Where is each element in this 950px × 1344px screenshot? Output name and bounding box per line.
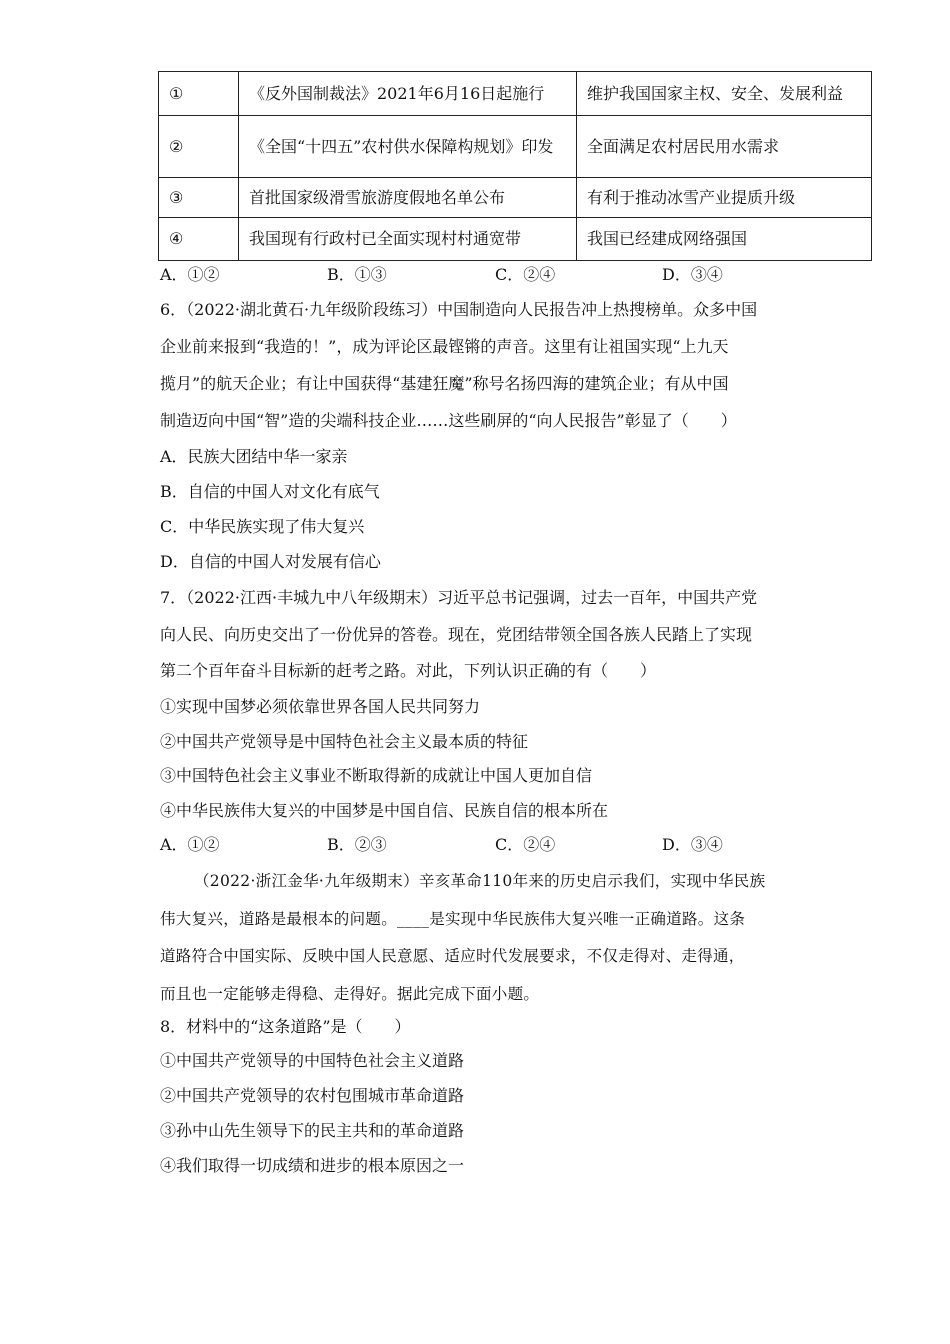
option-d[interactable]: D．③④ — [662, 835, 723, 854]
q7-item: ①实现中国梦必须依靠世界各国人民共同努力 — [160, 697, 481, 716]
meaning-cell: 我国已经建成网络强国 — [577, 218, 872, 261]
option-b[interactable]: B．①③ — [327, 265, 387, 284]
event-cell: 我国现有行政村已全面实现村村通宽带 — [239, 218, 577, 261]
table-row — [159, 218, 872, 261]
material-line: 道路符合中国实际、反映中国人民意愿、适应时代发展要求，不仅走得对、走得通， — [160, 947, 745, 965]
q7-stem-line: 向人民、向历史交出了一份优异的答卷。现在，党团结带领全国各族人民踏上了实现 — [160, 625, 753, 644]
q6-stem-line: 6．（2022·湖北黄石·九年级阶段练习）中国制造向人民报告冲上热搜榜单。众多中国 — [160, 300, 758, 319]
q7-stem-line: 第二个百年奋斗目标新的赶考之路。对此，下列认识正确的有（ ） — [160, 661, 657, 680]
event-cell: 《全国“十四五”农村供水保障构规划》印发 — [239, 116, 577, 178]
table-row — [159, 116, 872, 178]
material-line: 而且也一定能够走得稳、走得好。据此完成下面小题。 — [160, 985, 540, 1003]
meaning-cell: 有利于推动冰雪产业提质升级 — [577, 178, 872, 218]
q8-stem: 8．材料中的“这条道路”是（ ） — [160, 1017, 411, 1036]
row-number: ④ — [159, 218, 239, 261]
q8-item: ②中国共产党领导的农村包围城市革命道路 — [160, 1086, 465, 1105]
q6-option-b[interactable]: B．自信的中国人对文化有底气 — [160, 482, 380, 501]
q6-stem-line: 揽月”的航天企业；有让中国获得“基建狂魔”称号名扬四海的建筑企业；有从中国 — [160, 374, 729, 393]
option-b[interactable]: B．②③ — [327, 835, 387, 854]
q6-option-d[interactable]: D．自信的中国人对发展有信心 — [160, 552, 381, 571]
row-number: ② — [159, 116, 239, 178]
table-row — [159, 72, 872, 116]
row-number: ③ — [159, 178, 239, 218]
material-line: （2022·浙江金华·九年级期末）辛亥革命110年来的历史启示我们，实现中华民族 — [194, 872, 766, 890]
q8-item: ①中国共产党领导的中国特色社会主义道路 — [160, 1051, 465, 1070]
q8-item: ③孙中山先生领导下的民主共和的革命道路 — [160, 1121, 465, 1140]
q6-stem-line: 企业前来报到“我造的！”，成为评论区最铿锵的声音。这里有让祖国实现“上九天 — [160, 337, 729, 356]
meaning-cell: 全面满足农村居民用水需求 — [577, 116, 872, 178]
material-line: 伟大复兴，道路是最根本的问题。____是实现中华民族伟大复兴唯一正确道路。这条 — [160, 910, 746, 928]
table-row — [159, 178, 872, 218]
q7-item: ④中华民族伟大复兴的中国梦是中国自信、民族自信的根本所在 — [160, 801, 609, 820]
q5-event-table — [158, 71, 872, 261]
option-c[interactable]: C．②④ — [495, 835, 556, 854]
option-a[interactable]: A．①② — [160, 835, 220, 854]
option-a[interactable]: A．①② — [160, 265, 220, 284]
event-cell: 首批国家级滑雪旅游度假地名单公布 — [239, 178, 577, 218]
option-c[interactable]: C．②④ — [495, 265, 556, 284]
q7-stem-line: 7．（2022·江西·丰城九中八年级期末）习近平总书记强调，过去一百年，中国共产党 — [160, 588, 758, 607]
q7-item: ②中国共产党领导是中国特色社会主义最本质的特征 — [160, 732, 529, 751]
q8-item: ④我们取得一切成绩和进步的根本原因之一 — [160, 1156, 465, 1175]
q6-stem-line: 制造迈向中国“智”造的尖端科技企业……这些刷屏的“向人民报告”彰显了（ ） — [160, 411, 737, 430]
event-cell: 《反外国制裁法》2021年6月16日起施行 — [239, 72, 577, 116]
q6-option-a[interactable]: A．民族大团结中华一家亲 — [160, 447, 348, 466]
row-number: ① — [159, 72, 239, 116]
option-d[interactable]: D．③④ — [662, 265, 723, 284]
q6-option-c[interactable]: C．中华民族实现了伟大复兴 — [160, 517, 365, 536]
meaning-cell: 维护我国国家主权、安全、发展利益 — [577, 72, 872, 116]
q7-item: ③中国特色社会主义事业不断取得新的成就让中国人更加自信 — [160, 766, 593, 785]
